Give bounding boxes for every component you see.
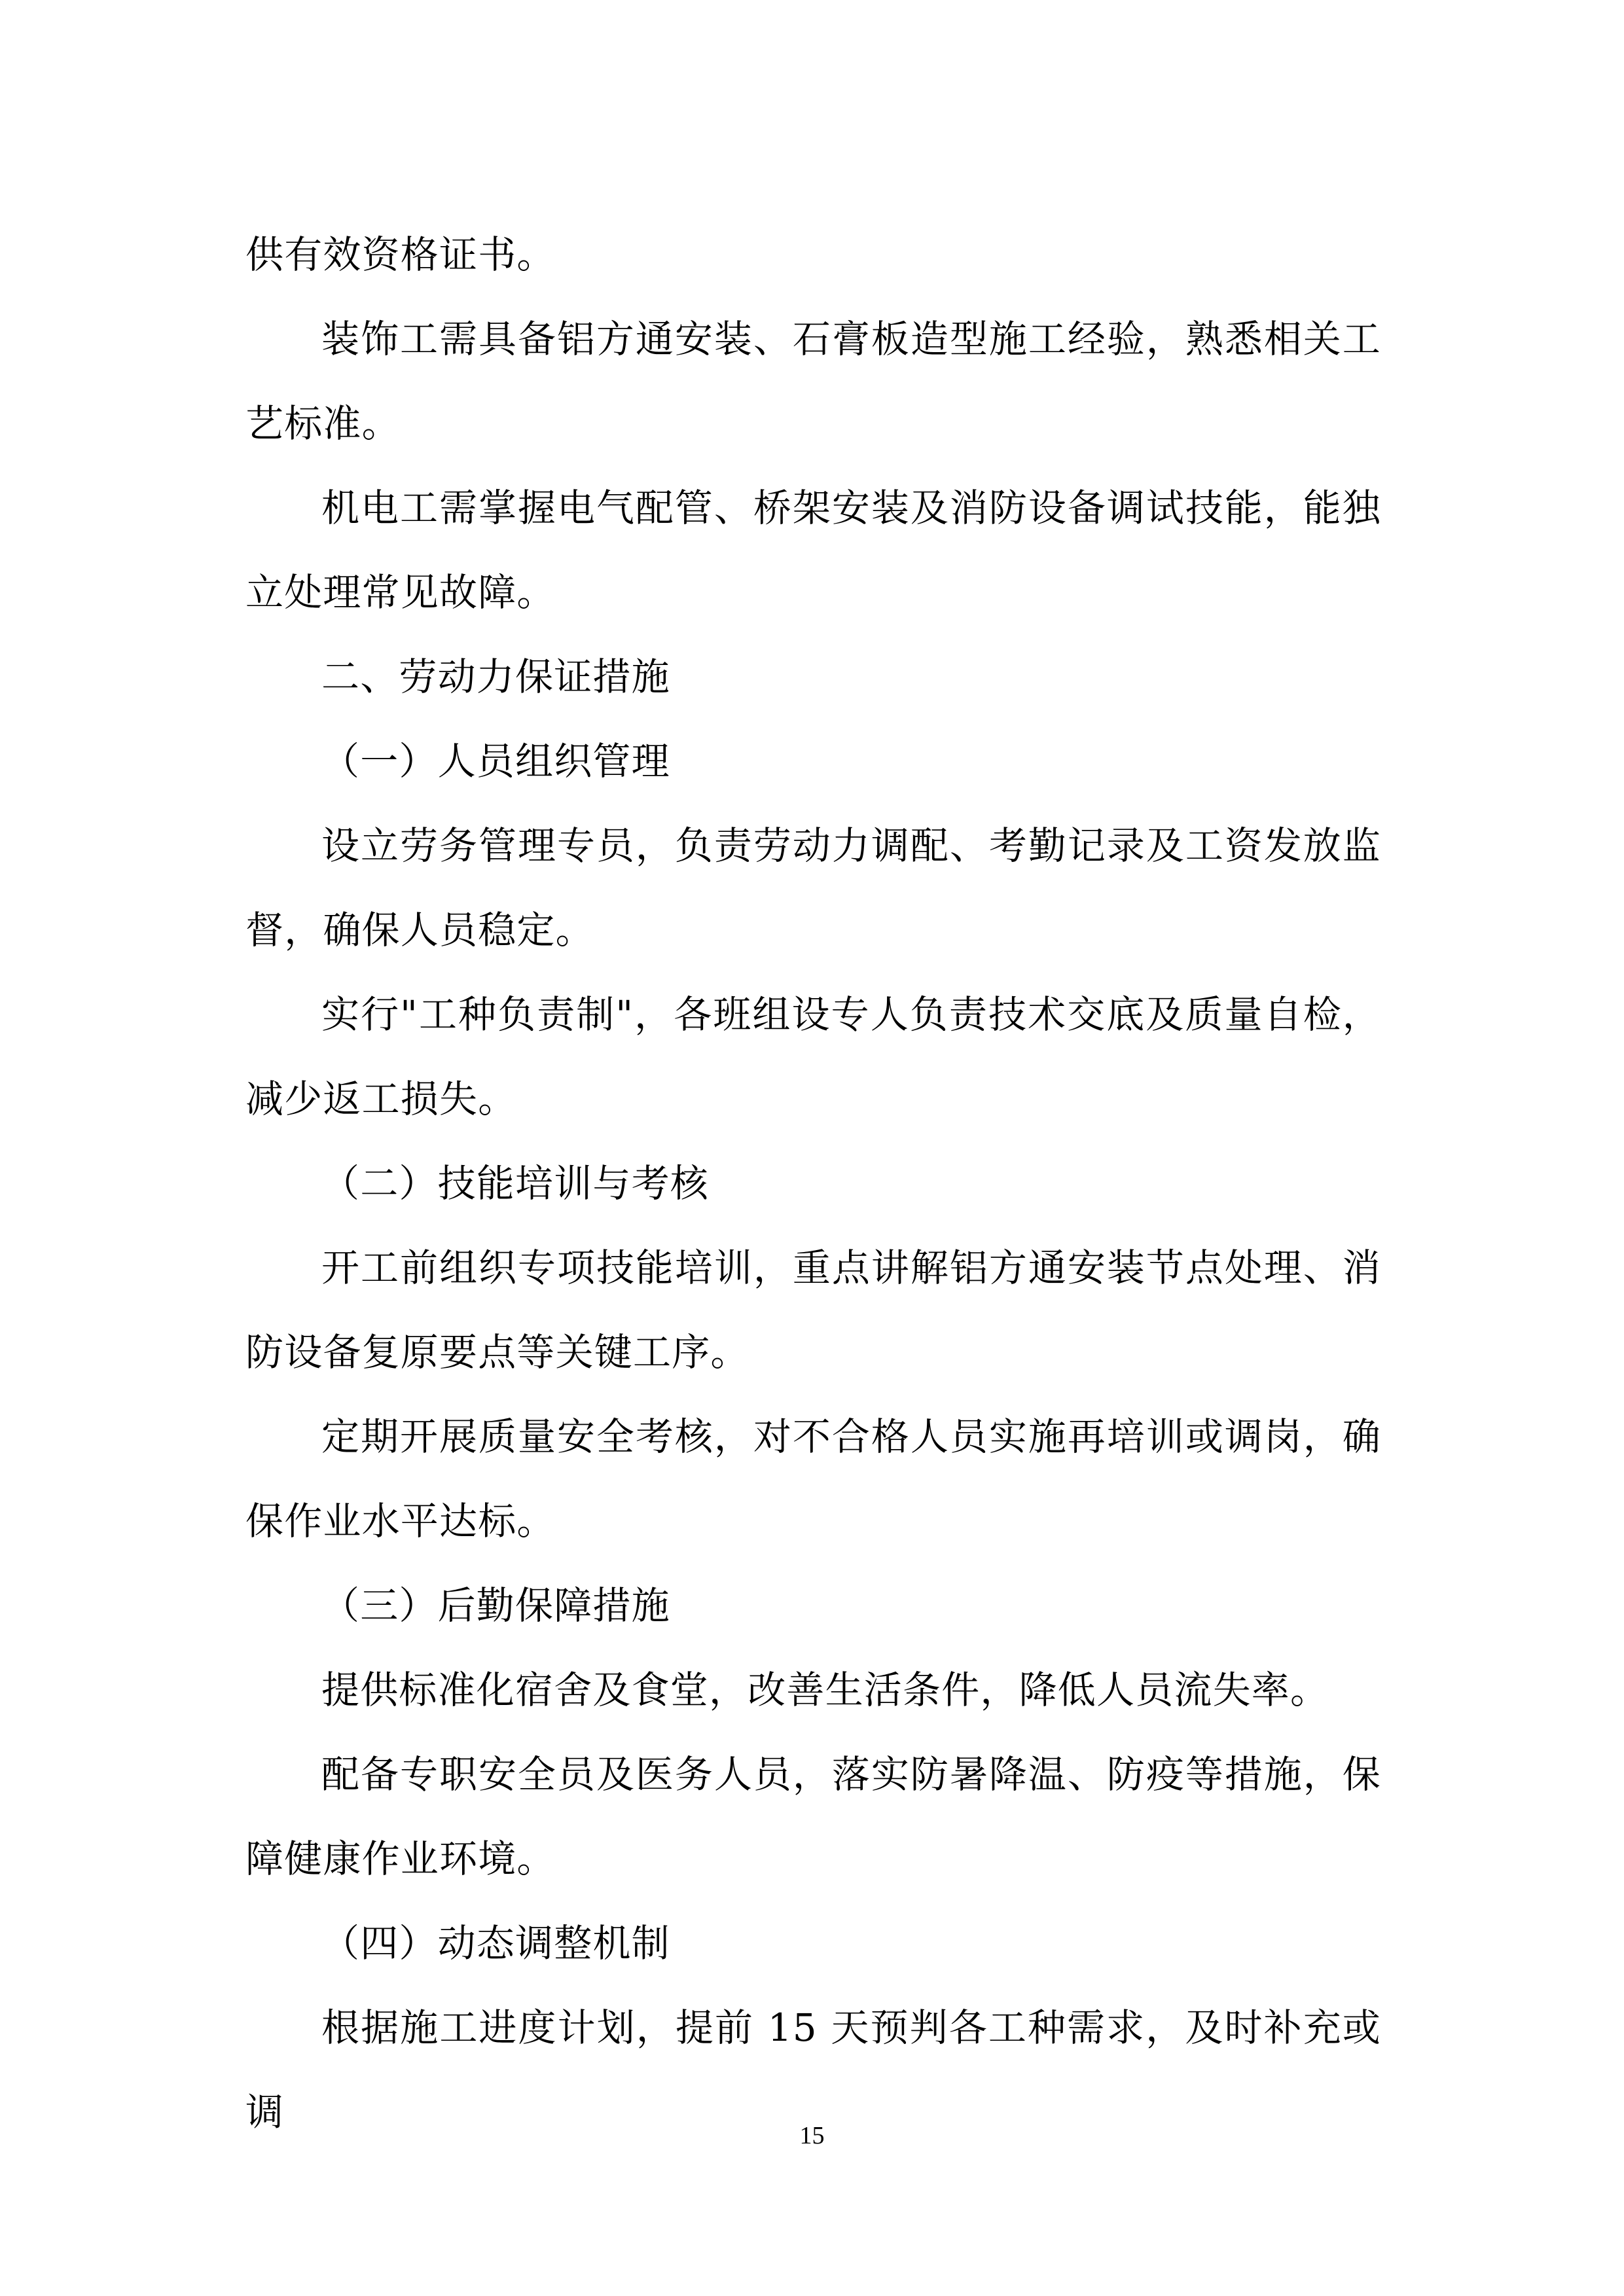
subsection-heading-dynamic-adjustment: （四）动态调整机制 (321, 1921, 670, 1965)
paragraph-dormitory-canteen: 提供标准化宿舍及食堂，改善生活条件，降低人员流失率。 (321, 1668, 1329, 1712)
document-body (245, 213, 1381, 2155)
paragraph-decorator-requirements: 装饰工需具备铝方通安装、石膏板造型施工经验，熟悉相关工艺标准。 (245, 317, 1381, 446)
paragraph-quality-assessment: 定期开展质量安全考核，对不合格人员实施再培训或调岗，确保作业水平达标。 (245, 1414, 1381, 1543)
paragraph-trade-responsibility: 实行"工种负责制"，各班组设专人负责技术交底及质量自检，减少返工损失。 (245, 992, 1381, 1121)
paragraph-continuation: 供有效资格证书。 (245, 232, 556, 277)
subsection-heading-training: （二）技能培训与考核 (321, 1161, 710, 1206)
paragraph-electromechanical-requirements: 机电工需掌握电气配管、桥架安装及消防设备调试技能，能独立处理常见故障。 (245, 486, 1381, 615)
subsection-heading-logistics: （三）后勤保障措施 (321, 1583, 670, 1628)
subsection-heading-personnel-management: （一）人员组织管理 (321, 739, 670, 783)
page-number: 15 (799, 2122, 825, 2149)
section-heading-labor-guarantee: 二、劳动力保证措施 (321, 655, 670, 699)
paragraph-labor-manager: 设立劳务管理专员，负责劳动力调配、考勤记录及工资发放监督，确保人员稳定。 (245, 823, 1381, 952)
paragraph-schedule-forecast: 根据施工进度计划，提前 15 天预判各工种需求，及时补充或调 (245, 2005, 1381, 2134)
paragraph-pre-construction-training: 开工前组织专项技能培训，重点讲解铝方通安装节点处理、消防设备复原要点等关键工序。 (245, 1246, 1381, 1374)
paragraph-safety-medical: 配备专职安全员及医务人员，落实防暑降温、防疫等措施，保障健康作业环境。 (245, 1752, 1381, 1881)
